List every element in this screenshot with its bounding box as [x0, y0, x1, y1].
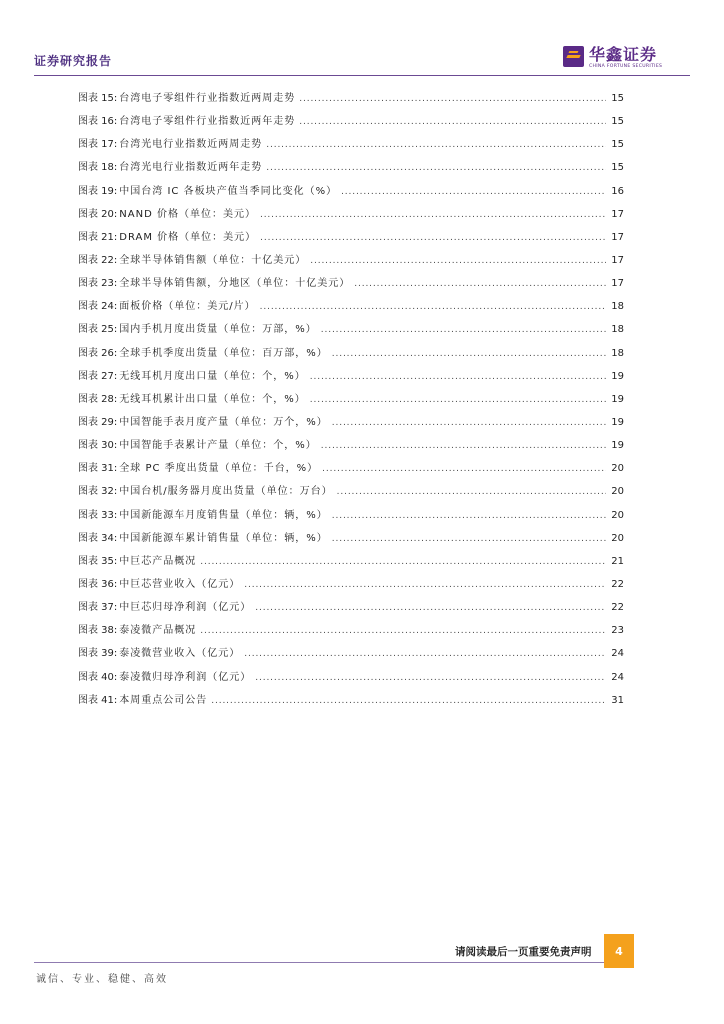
toc-entry-page: 22	[611, 578, 624, 590]
toc-entry-page: 19	[611, 416, 624, 428]
toc-entry-page: 19	[611, 440, 624, 452]
logo-name-en: CHINA FORTUNE SECURITIES	[589, 64, 663, 69]
toc-entry-label: 图表 29:	[78, 416, 118, 428]
toc-entry-label: 图表 34:	[78, 532, 118, 544]
toc-entry-label: 图表 24:	[78, 301, 118, 313]
toc-entry[interactable]	[78, 691, 624, 714]
toc-entry[interactable]	[78, 205, 624, 228]
toc-entry[interactable]	[78, 251, 624, 274]
toc-entry-label: 图表 33:	[78, 509, 118, 521]
toc-entry[interactable]	[78, 668, 624, 691]
toc-entry-title: 全球半导体销售额，分地区（单位：十亿美元）	[119, 278, 351, 290]
toc-entry[interactable]	[78, 320, 624, 343]
toc-dot-leader	[260, 302, 606, 312]
toc-entry-title: 中巨芯产品概况	[119, 555, 197, 567]
toc-entry-label: 图表 28:	[78, 393, 118, 405]
toc-entry-label: 图表 15:	[78, 93, 118, 104]
toc-entry-title: 台湾电子零组件行业指数近两年走势	[119, 116, 296, 128]
toc-entry-title: 全球半导体销售额（单位：十亿美元）	[119, 254, 307, 266]
toc-entry-title: 中巨芯营业收入（亿元）	[119, 578, 241, 590]
toc-dot-leader	[211, 696, 606, 706]
toc-entry[interactable]	[78, 112, 624, 135]
footer-divider	[34, 962, 604, 963]
toc-entry-page: 17	[611, 254, 624, 266]
toc-dot-leader	[255, 603, 606, 613]
logo-mark-icon	[563, 46, 584, 67]
toc-dot-leader	[200, 557, 606, 567]
toc-dot-leader	[310, 256, 606, 266]
disclaimer-notice: 请阅读最后一页重要免责声明	[455, 946, 592, 958]
toc-entry-page: 20	[611, 463, 624, 475]
toc-entry-page: 21	[611, 555, 624, 567]
toc-entry-title: 中国智能手表累计产量（单位：个，%）	[119, 440, 317, 452]
toc-entry[interactable]	[78, 297, 624, 320]
toc-entry-label: 图表 23:	[78, 278, 118, 290]
toc-entry-title: 中国台机/服务器月度出货量（单位：万台）	[119, 486, 333, 498]
toc-entry[interactable]	[78, 506, 624, 529]
toc-entry-page: 17	[611, 231, 624, 243]
header-divider	[34, 75, 690, 76]
toc-entry-label: 图表 38:	[78, 625, 118, 637]
toc-entry-label: 图表 41:	[78, 694, 118, 706]
toc-entry-label: 图表 19:	[78, 185, 118, 197]
toc-entry-title: 本周重点公司公告	[119, 694, 208, 706]
toc-entry-title: 无线耳机月度出口量（单位：个，%）	[119, 370, 306, 382]
toc-entry-page: 18	[611, 324, 624, 336]
toc-dot-leader	[299, 117, 606, 127]
toc-entry-label: 图表 18:	[78, 162, 118, 174]
toc-dot-leader	[260, 233, 606, 243]
toc-entry-label: 图表 40:	[78, 671, 118, 683]
toc-entry[interactable]	[78, 158, 624, 181]
toc-entry[interactable]	[78, 344, 624, 367]
toc-entry-title: 泰凌微产品概况	[119, 625, 197, 637]
toc-entry-page: 20	[611, 509, 624, 521]
toc-entry[interactable]	[78, 529, 624, 552]
toc-dot-leader	[266, 140, 606, 150]
toc-entry-title: 中国新能源车月度销售量（单位：辆，%）	[119, 509, 328, 521]
toc-entry-label: 图表 27:	[78, 370, 118, 382]
toc-dot-leader	[337, 487, 606, 497]
toc-dot-leader	[332, 418, 606, 428]
toc-dot-leader	[244, 580, 606, 590]
toc-entry-label: 图表 17:	[78, 139, 118, 151]
toc-entry-title: 台湾光电行业指数近两周走势	[119, 139, 263, 151]
toc-entry-title: 国内手机月度出货量（单位：万部，%）	[119, 324, 317, 336]
toc-entry-page: 20	[611, 532, 624, 544]
toc-entry-page: 23	[611, 625, 624, 637]
toc-entry-page: 17	[611, 208, 624, 220]
toc-entry-title: 全球手机季度出货量（单位：百万部，%）	[119, 347, 328, 359]
toc-entry-label: 图表 39:	[78, 648, 118, 660]
toc-dot-leader	[200, 626, 606, 636]
figure-list	[78, 89, 624, 714]
toc-entry-page: 31	[611, 694, 624, 706]
toc-dot-leader	[322, 464, 606, 474]
toc-entry[interactable]	[78, 228, 624, 251]
toc-dot-leader	[332, 349, 606, 359]
toc-entry[interactable]	[78, 135, 624, 158]
toc-entry-label: 图表 36:	[78, 578, 118, 590]
toc-entry-page: 15	[611, 93, 624, 104]
toc-entry[interactable]	[78, 459, 624, 482]
toc-entry-title: 台湾光电行业指数近两年走势	[119, 162, 263, 174]
toc-entry-page: 15	[611, 139, 624, 151]
toc-entry[interactable]	[78, 436, 624, 459]
toc-dot-leader	[244, 649, 606, 659]
toc-entry-title: 全球 PC 季度出货量（单位：千台，%）	[119, 463, 319, 475]
toc-dot-leader	[321, 441, 606, 451]
toc-entry-label: 图表 31:	[78, 463, 118, 475]
report-type-title: 证券研究报告	[34, 54, 113, 68]
toc-entry[interactable]	[78, 482, 624, 505]
toc-entry-label: 图表 21:	[78, 231, 118, 243]
toc-entry-label: 图表 22:	[78, 254, 118, 266]
toc-entry-label: 图表 20:	[78, 208, 118, 220]
toc-entry-label: 图表 16:	[78, 116, 118, 128]
toc-dot-leader	[321, 325, 606, 335]
toc-entry-title: 中国新能源车累计销售量（单位：辆，%）	[119, 532, 328, 544]
toc-entry[interactable]	[78, 89, 624, 112]
page-number-badge: 4	[604, 934, 634, 968]
logo-name-cn: 华鑫证券	[589, 45, 658, 64]
toc-dot-leader	[332, 511, 606, 521]
toc-entry-page: 24	[611, 648, 624, 660]
toc-entry-page: 22	[611, 602, 624, 614]
toc-entry-title: 泰凌微营业收入（亿元）	[119, 648, 241, 660]
toc-entry-title: 中国台湾 IC 各板块产值当季同比变化（%）	[119, 185, 338, 197]
toc-entry-page: 18	[611, 301, 624, 313]
toc-entry[interactable]	[78, 575, 624, 598]
toc-entry-label: 图表 30:	[78, 440, 118, 452]
company-logo	[563, 46, 662, 70]
toc-entry[interactable]	[78, 413, 624, 436]
toc-entry-page: 19	[611, 393, 624, 405]
toc-entry-label: 图表 32:	[78, 486, 118, 498]
toc-entry-label: 图表 37:	[78, 602, 118, 614]
toc-entry-page: 16	[611, 185, 624, 197]
toc-dot-leader	[260, 210, 606, 220]
footer-slogan: 诚信、专业、稳健、高效	[36, 974, 168, 985]
toc-entry[interactable]	[78, 182, 624, 205]
toc-entry-title: 无线耳机累计出口量（单位：个，%）	[119, 393, 306, 405]
toc-entry-page: 19	[611, 370, 624, 382]
toc-entry[interactable]	[78, 274, 624, 297]
toc-entry-label: 图表 26:	[78, 347, 118, 359]
toc-dot-leader	[255, 673, 606, 683]
toc-entry[interactable]	[78, 390, 624, 413]
toc-entry-title: NAND 价格（单位：美元）	[119, 208, 256, 220]
toc-entry-title: 泰凌微归母净利润（亿元）	[119, 671, 252, 683]
toc-entry-title: 台湾电子零组件行业指数近两周走势	[119, 93, 296, 104]
toc-dot-leader	[299, 94, 606, 104]
toc-entry-title: DRAM 价格（单位：美元）	[119, 231, 257, 243]
toc-entry-page: 18	[611, 347, 624, 359]
toc-entry[interactable]	[78, 552, 624, 575]
toc-entry-title: 中国智能手表月度产量（单位：万个，%）	[119, 416, 328, 428]
toc-entry[interactable]	[78, 598, 624, 621]
toc-dot-leader	[341, 187, 606, 197]
toc-entry-label: 图表 25:	[78, 324, 118, 336]
toc-dot-leader	[310, 395, 606, 405]
toc-entry[interactable]	[78, 621, 624, 644]
toc-entry-page: 20	[611, 486, 624, 498]
toc-entry[interactable]	[78, 367, 624, 390]
toc-dot-leader	[354, 279, 606, 289]
toc-entry[interactable]	[78, 644, 624, 667]
toc-entry-page: 24	[611, 671, 624, 683]
toc-entry-title: 中巨芯归母净利润（亿元）	[119, 602, 252, 614]
toc-dot-leader	[332, 534, 606, 544]
toc-dot-leader	[310, 372, 606, 382]
toc-entry-page: 15	[611, 116, 624, 128]
toc-entry-title: 面板价格（单位：美元/片）	[119, 301, 256, 313]
toc-entry-label: 图表 35:	[78, 555, 118, 567]
toc-dot-leader	[266, 163, 606, 173]
toc-entry-page: 17	[611, 278, 624, 290]
toc-entry-page: 15	[611, 162, 624, 174]
